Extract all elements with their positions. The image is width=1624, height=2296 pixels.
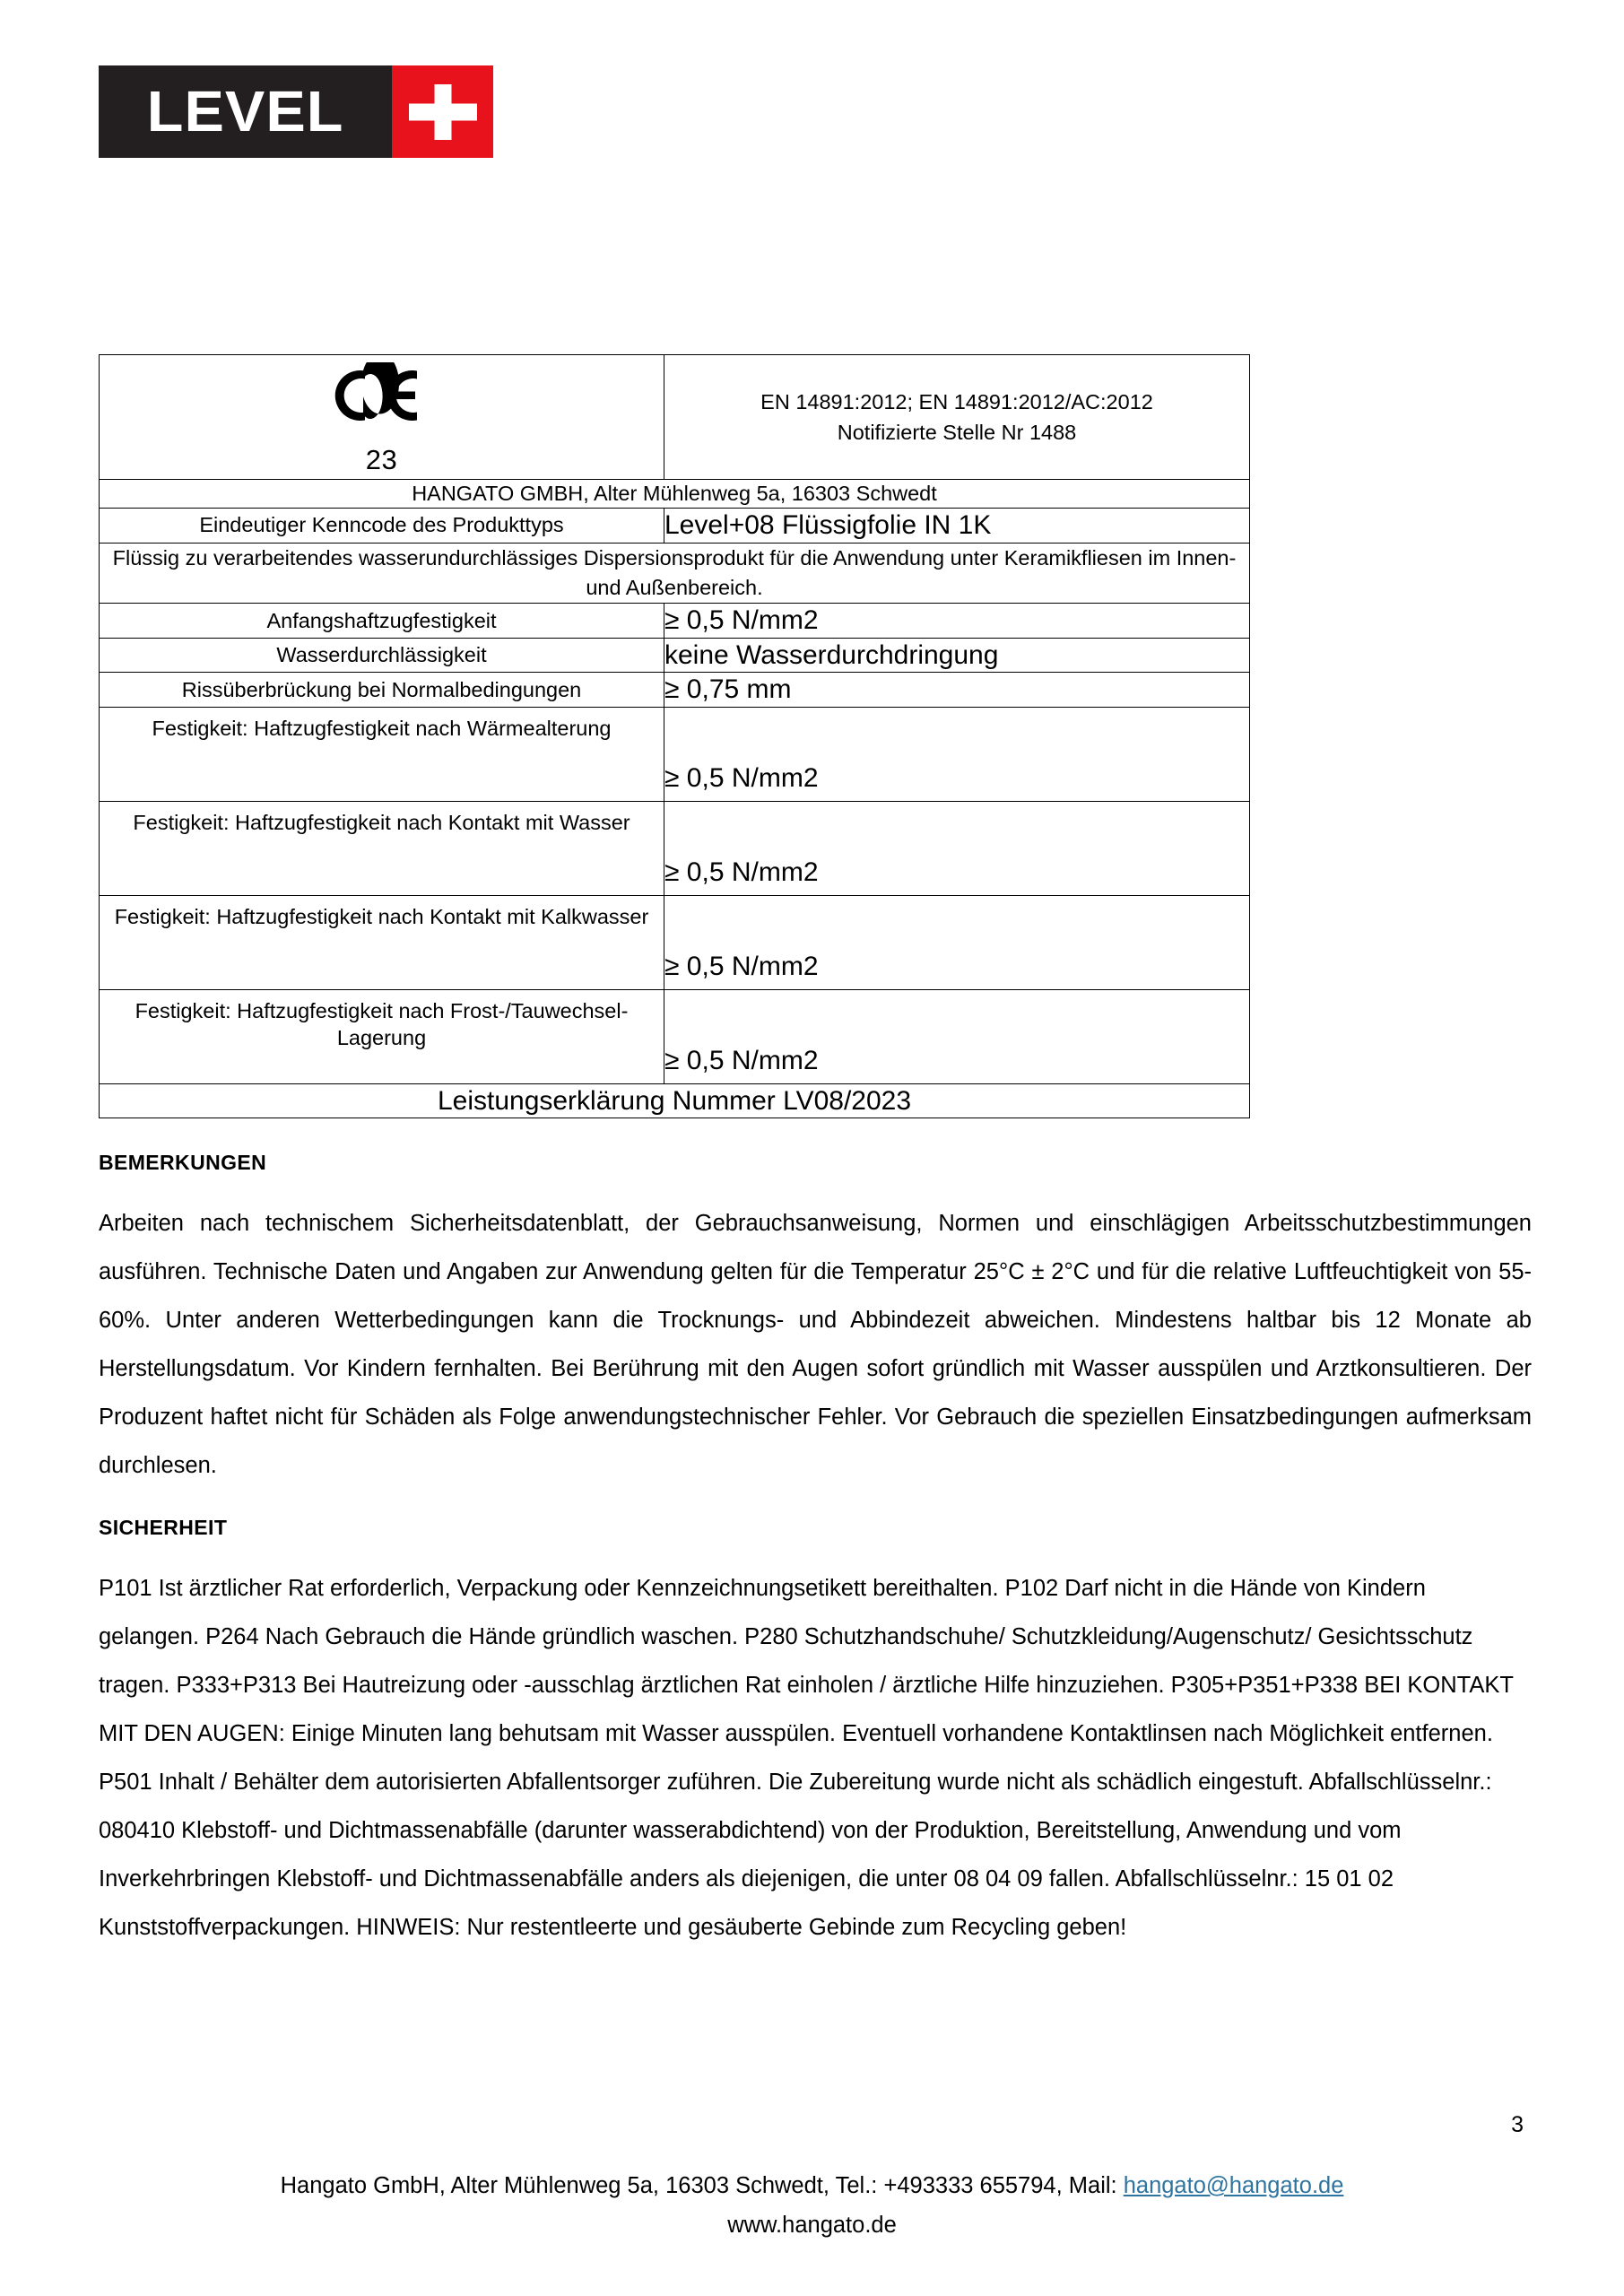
table-row-dop-number	[100, 1083, 1250, 1118]
table-row	[100, 801, 1250, 895]
footer-contact-text: Hangato GmbH, Alter Mühlenweg 5a, 16303 Schwedt, Tel.: +493333 655794, Mail:	[280, 2173, 1124, 2198]
table-row	[100, 673, 1250, 708]
ce-marking-icon	[329, 362, 435, 429]
sicherheit-heading: SICHERHEIT	[99, 1516, 228, 1539]
product-code-label: Eindeutiger Kenncode des Produkttyps	[100, 509, 664, 544]
property-value: ≥ 0,5 N/mm2	[664, 801, 1250, 895]
page-footer	[0, 2167, 1624, 2246]
table-row-product-code	[100, 509, 1250, 544]
table-row-ce-header	[100, 355, 1250, 480]
level-plus-logo	[99, 65, 493, 158]
property-value: keine Wasserdurchdringung	[664, 638, 1250, 673]
notified-body: Notifizierte Stelle Nr 1488	[837, 421, 1077, 444]
standard-reference: EN 14891:2012; EN 14891:2012/AC:2012	[760, 389, 1153, 413]
property-value: ≥ 0,5 N/mm2	[664, 989, 1250, 1083]
table-row-description	[100, 543, 1250, 604]
property-value: ≥ 0,75 mm	[664, 673, 1250, 708]
logo-wordmark-text: LEVEL	[146, 78, 344, 144]
property-label: Festigkeit: Haftzugfestigkeit nach Kontakt mit Kalkwasser	[100, 895, 664, 989]
bemerkungen-section	[99, 1151, 1532, 1490]
property-label: Festigkeit: Haftzugfestigkeit nach Wärmealterung	[100, 707, 664, 801]
table-row	[100, 604, 1250, 639]
page-number: 3	[1511, 2112, 1524, 2137]
property-label: Rissüberbrückung bei Normalbedingungen	[100, 673, 664, 708]
dop-number-cell: Leistungserklärung Nummer LV08/2023	[100, 1083, 1250, 1118]
property-label: Festigkeit: Haftzugfestigkeit nach Kontakt mit Wasser	[100, 801, 664, 895]
footer-website: www.hangato.de	[727, 2212, 897, 2238]
table-row	[100, 895, 1250, 989]
ce-mark-cell	[100, 355, 664, 480]
property-value: ≥ 0,5 N/mm2	[664, 707, 1250, 801]
bemerkungen-heading: BEMERKUNGEN	[99, 1151, 267, 1174]
manufacturer-cell: HANGATO GMBH, Alter Mühlenweg 5a, 16303 Schwedt	[100, 480, 1250, 509]
table-row	[100, 989, 1250, 1083]
table-row-manufacturer	[100, 480, 1250, 509]
sicherheit-paragraph: P101 Ist ärztlicher Rat erforderlich, Verpackung oder Kennzeichnungsetikett bereithalten. P102 Darf nicht in die Hände von Kindern gelangen. P264 Nach Gebrauch die Hände gründlich waschen. P280 Schutzhandschuhe/ Schutzkleidung/Augenschutz/ Gesichtsschutz tragen. P333+P313 Bei Hautreizung oder -ausschlag ärztlichen Rat einholen / ärztliche Hilfe hinzuziehen. P305+P351+P338 BEI KONTAKT MIT DEN AUGEN: Einige Minuten lang behutsam mit Wasser ausspülen. Eventuell vorhandene Kontaktlinsen nach Möglichkeit entfernen. P501 Inhalt / Behälter dem autorisierten Abfallentsorger zuführen. Die Zubereitung wurde nicht als schädlich eingestuft. Abfallschlüsselnr.: 080410 Klebstoff- und Dichtmassenabfälle (darunter wasserabdichtend) von der Produktion, Bereitstellung, Anwendung und vom Inverkehrbringen Klebstoff- und Dichtmassenabfälle anders als diejenigen, die unter 08 04 09 fallen. Abfallschlüsselnr.: 15 01 02 Kunststoffverpackungen. HINWEIS: Nur restentleerte und gesäuberte Gebinde zum Recycling geben!	[99, 1575, 1514, 1940]
table-row	[100, 707, 1250, 801]
product-code-value: Level+08 Flüssigfolie IN 1K	[664, 509, 1250, 544]
sicherheit-section	[99, 1516, 1532, 1952]
footer-email-link[interactable]: hangato@hangato.de	[1123, 2173, 1344, 2198]
plus-icon	[392, 65, 493, 158]
declaration-of-performance-table	[99, 354, 1250, 1118]
bemerkungen-paragraph: Arbeiten nach technischem Sicherheitsdatenblatt, der Gebrauchsanweisung, Normen und einschlägigen Arbeitsschutzbestimmungen ausführen. Technische Daten und Angaben zur Anwendung gelten für die Temperatur 25°C ± 2°C und für die relative Luftfeuchtigkeit von 55-60%. Unter anderen Wetterbedingungen kann die Trocknungs- und Abbindezeit abweichen. Mindestens haltbar bis 12 Monate ab Herstellungsdatum. Vor Kindern fernhalten. Bei Berührung mit den Augen sofort gründlich mit Wasser ausspülen und Arztkonsultieren. Der Produzent haftet nicht für Schäden als Folge anwendungstechnischer Fehler. Vor Gebrauch die speziellen Einsatzbedingungen aufmerksam durchlesen.	[99, 1210, 1532, 1478]
property-label: Wasserdurchlässigkeit	[100, 638, 664, 673]
property-label: Anfangshaftzugfestigkeit	[100, 604, 664, 639]
logo-wordmark-block	[99, 65, 392, 158]
property-value: ≥ 0,5 N/mm2	[664, 895, 1250, 989]
table-row	[100, 638, 1250, 673]
footer-contact-line	[0, 2167, 1624, 2206]
standards-cell	[664, 355, 1250, 480]
ce-year-label: 23	[365, 444, 398, 475]
property-value: ≥ 0,5 N/mm2	[664, 604, 1250, 639]
product-description-cell: Flüssig zu verarbeitendes wasserundurchlässiges Dispersionsprodukt für die Anwendung unter Keramikfliesen im Innen- und Außenbereich.	[100, 543, 1250, 604]
property-label: Festigkeit: Haftzugfestigkeit nach Frost-/Tauwechsel-Lagerung	[100, 989, 664, 1083]
